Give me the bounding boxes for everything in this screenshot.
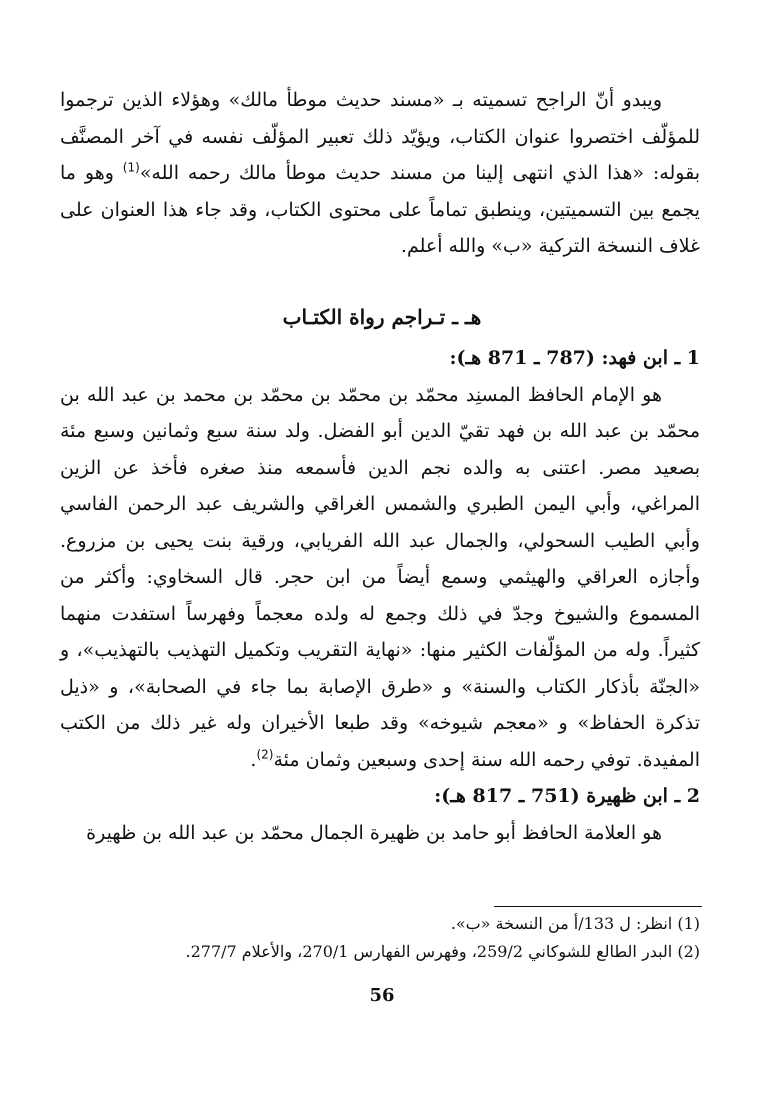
footnote-marker-2[interactable]: (2) <box>256 747 274 762</box>
footnotes <box>100 910 700 966</box>
footnote-divider <box>494 906 702 907</box>
intro-paragraph <box>60 82 700 265</box>
section-heading: هـ ـ تـراجم رواة الكتـاب <box>282 305 482 329</box>
intro-section <box>60 82 700 265</box>
bio-text-ibn-fahd: هو الإمام الحافظ المسنِد محمّد بن محمّد بن محمّد بن محمد بن عبد الله بن محمّد بن عبد الله بن فهد تقيّ الدين أبو الفضل. ولد سنة سبع وثمانين وسبع مئة بصعيد مصر. اعتنى به والده نجم الدين فأسمعه منذ صغره فأخذ عن الزين المراغي، وأبي اليمن الطبري والشمس الغراقي والشريف عبد الرحمن الفاسي وأبي الطيب السحولي، والجمال عبد الله الفريابي، ورقية بنت يحيى بن مزروع. وأجازه العراقي والهيثمي وسمع أيضاً من ابن حجر. قال السخاوي: وأكثر من المسموع والشيوخ وجدّ في ذلك وجمع له ولده معجماً وفهرساً استفدت منهما كثيراً. وله من المؤلّفات الكثير منها: «نهاية التقريب وتكميل التهذيب بالتهذيب»، و «الجنّة بأذكار الكتاب والسنة» و «طرق الإصابة بما جاء في الصحابة»، و «ذيل تذكرة الحفاظ» و «معجم شيوخه» وقد طبعا الأخيران وله غير ذلك من الكتب المفيدة. توفي رحمه الله سنة إحدى وسبعين وثمان مئة <box>60 383 700 771</box>
footnote-marker-1[interactable]: (1) <box>122 160 140 175</box>
intro-text-start: ويبدو أنّ الراجح تسميته بـ «مسند حديث موطأ مالك» وهؤلاء الذين ترجموا للمؤلّف اختصروا عنوان الكتاب، ويؤيّد ذلك تعبير المؤلّف نفسه في آخر المصنَّف بقوله: «هذا الذي انتهى إلينا من مسند حديث موطأ مالك رحمه الله» <box>60 89 700 184</box>
bio-paragraph-ibn-zahira: هو العلامة الحافظ أبو حامد بن ظهيرة الجمال محمّد بن عبد الله بن ظهيرة <box>86 821 662 844</box>
biographies-section <box>60 340 700 851</box>
bio-heading-ibn-zahira: 2 ـ ابن ظهيرة (751 ـ 817 هـ): <box>434 785 700 807</box>
bio-heading-ibn-fahd: 1 ـ ابن فهد: (787 ـ 871 هـ): <box>449 347 700 369</box>
bio-paragraph-ibn-fahd <box>60 377 700 779</box>
page-number: 56 <box>369 985 395 1006</box>
intro-text-end: وهو ما يجمع بين التسميتين، وينطبق تماماً على محتوى الكتاب، وقد جاء هذا العنوان على غلاف النسخة التركية «ب» والله أعلم. <box>60 162 700 257</box>
footnote-2: (2) البدر الطالع للشوكاني 259/2، وفهرس الفهارس 270/1، والأعلام 277/7. <box>185 942 700 961</box>
footnote-1: (1) انظر: ل 133/أ من النسخة «ب». <box>450 914 700 933</box>
bio-text-ibn-fahd-end: . <box>250 748 257 771</box>
